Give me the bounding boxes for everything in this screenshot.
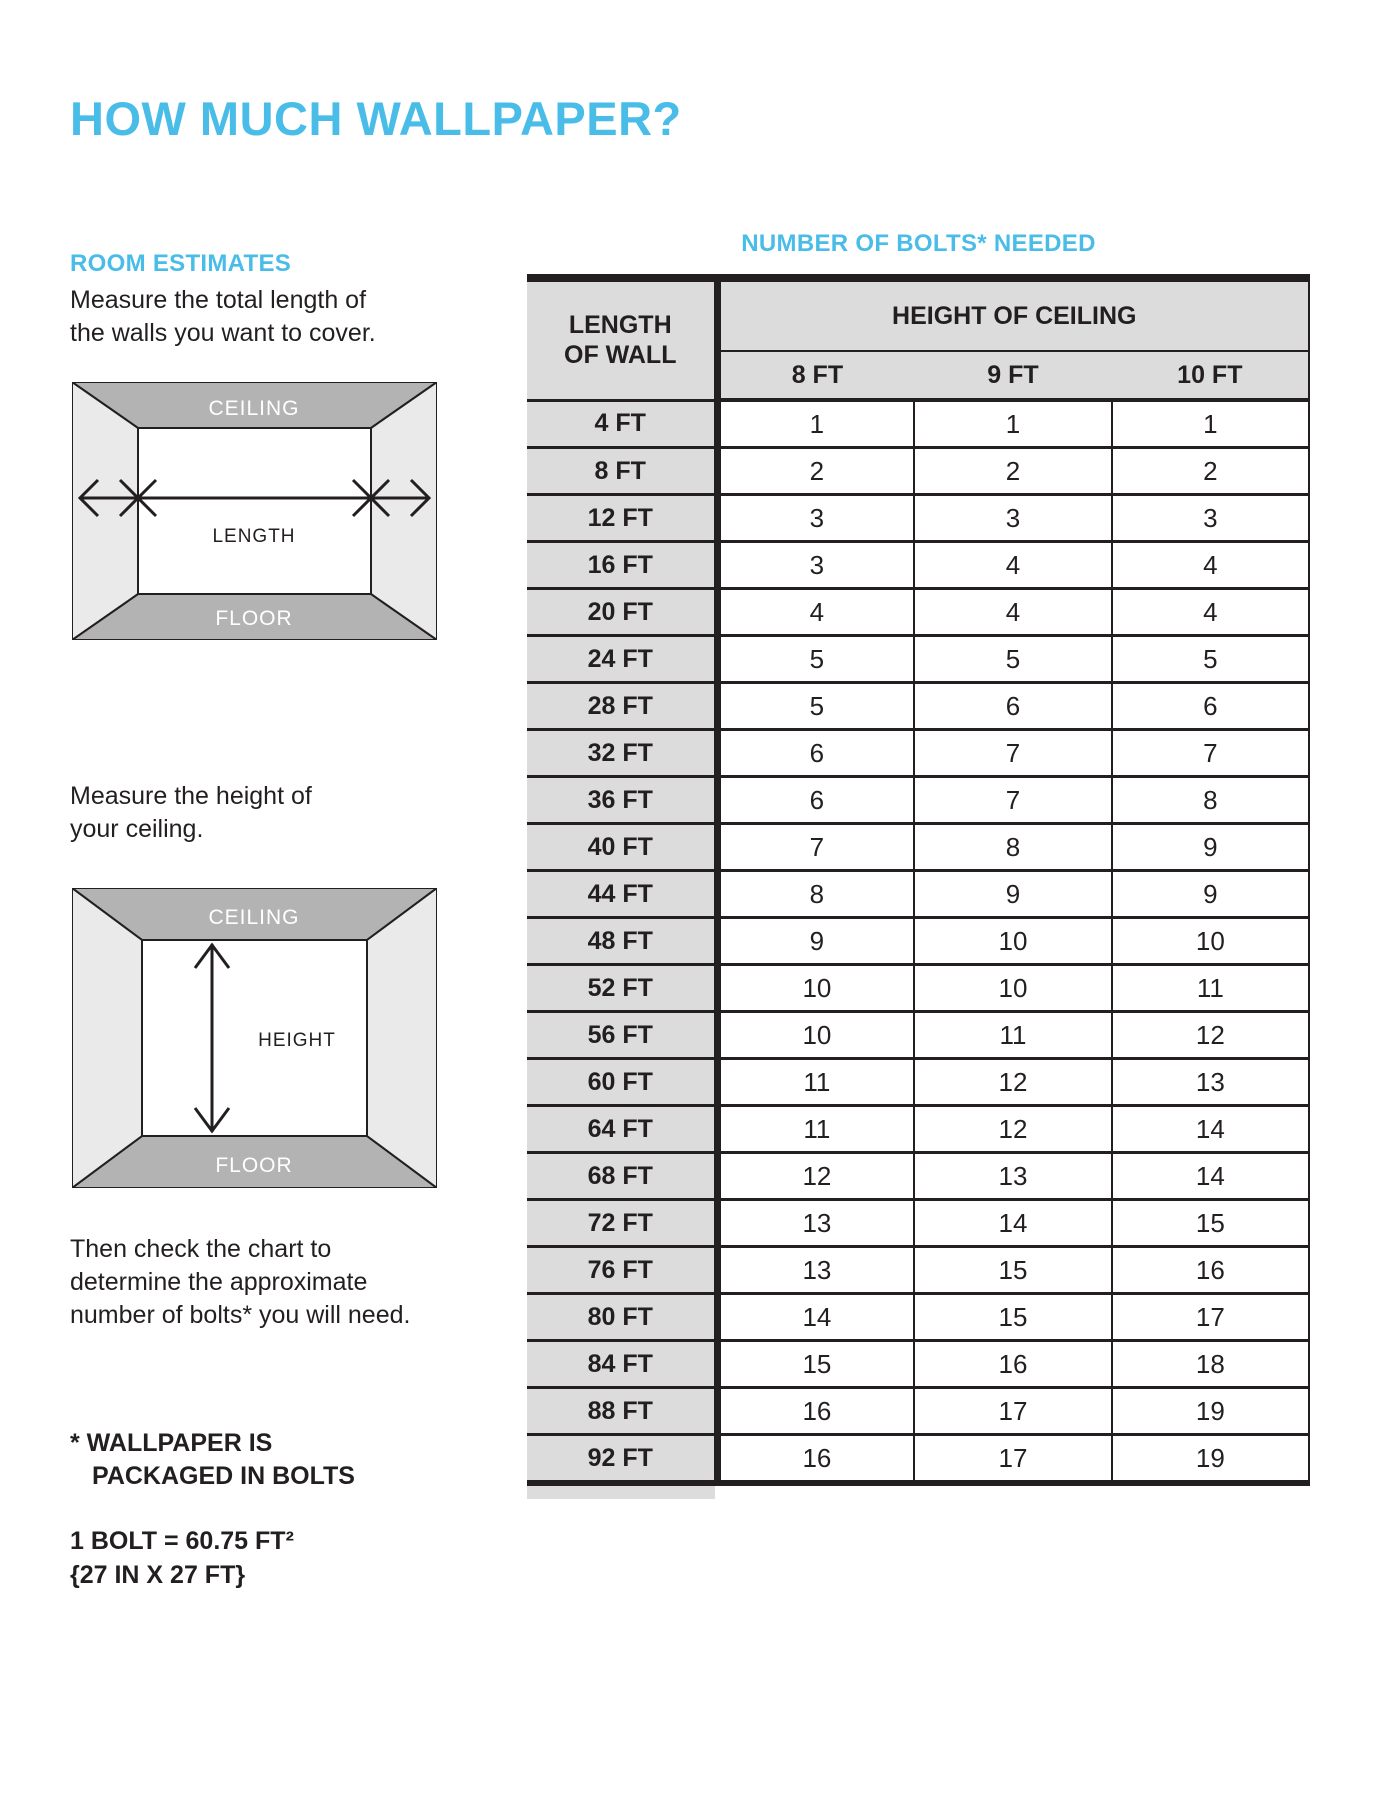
length-cell: 48 FT xyxy=(527,918,717,965)
bolts-cell: 7 xyxy=(914,730,1111,777)
bolts-cell: 14 xyxy=(1112,1153,1309,1200)
bolts-cell: 13 xyxy=(717,1200,914,1247)
bolt-size-info xyxy=(70,1524,294,1592)
length-cell: 92 FT xyxy=(527,1435,717,1484)
text-line: determine the approximate xyxy=(70,1268,368,1296)
bolts-cell: 5 xyxy=(1112,636,1309,683)
bolts-cell: 17 xyxy=(914,1435,1111,1484)
text-line: OF WALL xyxy=(564,341,677,370)
table-row xyxy=(527,1341,1309,1388)
table-row xyxy=(527,542,1309,589)
bolts-cell: 9 xyxy=(1112,824,1309,871)
text-line: Then check the chart to xyxy=(70,1235,332,1263)
bolts-cell: 15 xyxy=(914,1247,1111,1294)
bolts-cell: 12 xyxy=(914,1059,1111,1106)
bolts-cell: 8 xyxy=(914,824,1111,871)
floor-label: FLOOR xyxy=(215,607,293,630)
bolts-cell: 16 xyxy=(717,1388,914,1435)
ceiling-label: CEILING xyxy=(208,397,300,420)
text-line: Measure the total length of xyxy=(70,286,367,314)
table-row xyxy=(527,1388,1309,1435)
bolts-cell: 3 xyxy=(717,495,914,542)
length-cell: 44 FT xyxy=(527,871,717,918)
room-length-diagram xyxy=(72,382,437,640)
bolts-footnote xyxy=(70,1427,355,1493)
length-cell: 56 FT xyxy=(527,1012,717,1059)
length-cell: 20 FT xyxy=(527,589,717,636)
length-label: LENGTH xyxy=(212,526,296,547)
text-line: the walls you want to cover. xyxy=(70,319,376,347)
table-row xyxy=(527,1294,1309,1341)
bolts-cell: 2 xyxy=(1112,448,1309,495)
table-row xyxy=(527,918,1309,965)
length-cell: 76 FT xyxy=(527,1247,717,1294)
bolts-cell: 1 xyxy=(1112,400,1309,448)
table-row xyxy=(527,1200,1309,1247)
bolts-cell: 7 xyxy=(717,824,914,871)
table-row xyxy=(527,1435,1309,1484)
text-line: PACKAGED IN BOLTS xyxy=(92,1462,355,1490)
length-cell: 80 FT xyxy=(527,1294,717,1341)
table-row xyxy=(527,824,1309,871)
bolts-cell: 12 xyxy=(914,1106,1111,1153)
table-row xyxy=(527,965,1309,1012)
right-wall xyxy=(371,382,437,640)
bolts-cell: 6 xyxy=(1112,683,1309,730)
bolts-cell: 19 xyxy=(1112,1435,1309,1484)
bolts-cell: 9 xyxy=(1112,871,1309,918)
text-line: your ceiling. xyxy=(70,815,204,843)
bolts-cell: 13 xyxy=(914,1153,1111,1200)
bolts-cell: 15 xyxy=(1112,1200,1309,1247)
length-cell: 8 FT xyxy=(527,448,717,495)
bolts-cell: 10 xyxy=(717,965,914,1012)
length-cell: 24 FT xyxy=(527,636,717,683)
length-cell: 88 FT xyxy=(527,1388,717,1435)
bolts-cell: 4 xyxy=(1112,589,1309,636)
bolts-cell: 19 xyxy=(1112,1388,1309,1435)
bolts-cell: 6 xyxy=(914,683,1111,730)
bolts-cell: 14 xyxy=(717,1294,914,1341)
bolts-cell: 17 xyxy=(1112,1294,1309,1341)
bolts-cell: 15 xyxy=(914,1294,1111,1341)
bolts-cell: 18 xyxy=(1112,1341,1309,1388)
bolt-equation: 1 BOLT = 60.75 FT² xyxy=(70,1527,294,1555)
bolts-cell: 1 xyxy=(914,400,1111,448)
col-header-9ft: 9 FT xyxy=(914,351,1111,400)
bolts-cell: 4 xyxy=(717,589,914,636)
step1-text xyxy=(70,284,376,350)
bolts-cell: 5 xyxy=(717,636,914,683)
table-row xyxy=(527,495,1309,542)
bolts-cell: 13 xyxy=(1112,1059,1309,1106)
length-cell: 68 FT xyxy=(527,1153,717,1200)
bolts-cell: 4 xyxy=(1112,542,1309,589)
bolts-cell: 9 xyxy=(914,871,1111,918)
bolt-dimensions: {27 IN X 27 FT} xyxy=(70,1561,246,1589)
length-of-wall-header xyxy=(527,278,717,400)
length-cell: 60 FT xyxy=(527,1059,717,1106)
bolts-cell: 10 xyxy=(914,918,1111,965)
bolts-table xyxy=(527,274,1310,1486)
text-line: LENGTH xyxy=(568,311,672,340)
bolts-cell: 2 xyxy=(914,448,1111,495)
text-line: * WALLPAPER IS xyxy=(70,1429,273,1457)
bolts-cell: 10 xyxy=(914,965,1111,1012)
bolts-cell: 12 xyxy=(1112,1012,1309,1059)
length-cell: 64 FT xyxy=(527,1106,717,1153)
table-row xyxy=(527,1106,1309,1153)
text-line: Measure the height of xyxy=(70,782,312,810)
bolts-cell: 2 xyxy=(717,448,914,495)
table-row xyxy=(527,1153,1309,1200)
ceiling-label: CEILING xyxy=(208,906,300,929)
back-wall xyxy=(138,428,371,594)
table-row xyxy=(527,400,1309,448)
col-header-8ft: 8 FT xyxy=(717,351,914,400)
bolts-cell: 11 xyxy=(717,1106,914,1153)
bolts-cell: 8 xyxy=(717,871,914,918)
table-row xyxy=(527,871,1309,918)
table-row xyxy=(527,1012,1309,1059)
bolts-cell: 16 xyxy=(1112,1247,1309,1294)
right-wall xyxy=(367,888,437,1188)
bolts-cell: 3 xyxy=(717,542,914,589)
bolts-cell: 3 xyxy=(914,495,1111,542)
bolts-cell: 7 xyxy=(914,777,1111,824)
table-row xyxy=(527,589,1309,636)
bolts-cell: 13 xyxy=(717,1247,914,1294)
length-cell: 4 FT xyxy=(527,400,717,448)
bolts-cell: 14 xyxy=(1112,1106,1309,1153)
bolts-cell: 4 xyxy=(914,542,1111,589)
length-cell: 12 FT xyxy=(527,495,717,542)
table-row xyxy=(527,730,1309,777)
table-row xyxy=(527,636,1309,683)
bolts-cell: 5 xyxy=(914,636,1111,683)
bolts-chart-section xyxy=(527,230,1310,1499)
room-height-diagram xyxy=(72,888,437,1188)
bolts-cell: 10 xyxy=(1112,918,1309,965)
length-cell: 32 FT xyxy=(527,730,717,777)
length-cell: 28 FT xyxy=(527,683,717,730)
bolts-cell: 12 xyxy=(717,1153,914,1200)
bolts-cell: 3 xyxy=(1112,495,1309,542)
room-estimates-heading: ROOM ESTIMATES xyxy=(70,249,292,277)
bolts-cell: 9 xyxy=(717,918,914,965)
length-cell: 40 FT xyxy=(527,824,717,871)
col-header-10ft: 10 FT xyxy=(1112,351,1309,400)
step2-text xyxy=(70,780,312,846)
table-row xyxy=(527,448,1309,495)
bolts-cell: 1 xyxy=(717,400,914,448)
length-cell: 52 FT xyxy=(527,965,717,1012)
left-wall xyxy=(72,382,138,640)
length-cell: 72 FT xyxy=(527,1200,717,1247)
height-label: HEIGHT xyxy=(258,1030,336,1051)
bolts-cell: 17 xyxy=(914,1388,1111,1435)
table-row xyxy=(527,1247,1309,1294)
length-cell: 36 FT xyxy=(527,777,717,824)
length-cell: 84 FT xyxy=(527,1341,717,1388)
step3-text xyxy=(70,1233,410,1332)
bolts-cell: 16 xyxy=(914,1341,1111,1388)
bolts-cell: 4 xyxy=(914,589,1111,636)
bolts-cell: 11 xyxy=(1112,965,1309,1012)
bolts-cell: 6 xyxy=(717,730,914,777)
bolts-table-body xyxy=(527,400,1309,1483)
table-row xyxy=(527,1059,1309,1106)
number-of-bolts-heading: NUMBER OF BOLTS* NEEDED xyxy=(741,230,1096,257)
bolts-cell: 8 xyxy=(1112,777,1309,824)
bolts-cell: 10 xyxy=(717,1012,914,1059)
length-cell: 16 FT xyxy=(527,542,717,589)
bolts-cell: 6 xyxy=(717,777,914,824)
table-header-row xyxy=(527,278,1309,351)
bolts-cell: 14 xyxy=(914,1200,1111,1247)
table-row xyxy=(527,683,1309,730)
table-row xyxy=(527,777,1309,824)
left-wall xyxy=(72,888,142,1188)
bolts-cell: 16 xyxy=(717,1435,914,1484)
table-tail-strip xyxy=(527,1486,715,1499)
text-line: number of bolts* you will need. xyxy=(70,1301,411,1329)
bolts-cell: 5 xyxy=(717,683,914,730)
page-title: HOW MUCH WALLPAPER? xyxy=(70,92,682,146)
bolts-cell: 11 xyxy=(717,1059,914,1106)
bolts-cell: 15 xyxy=(717,1341,914,1388)
floor-label: FLOOR xyxy=(215,1154,293,1177)
bolts-cell: 7 xyxy=(1112,730,1309,777)
height-of-ceiling-header: HEIGHT OF CEILING xyxy=(717,278,1309,351)
bolts-cell: 11 xyxy=(914,1012,1111,1059)
